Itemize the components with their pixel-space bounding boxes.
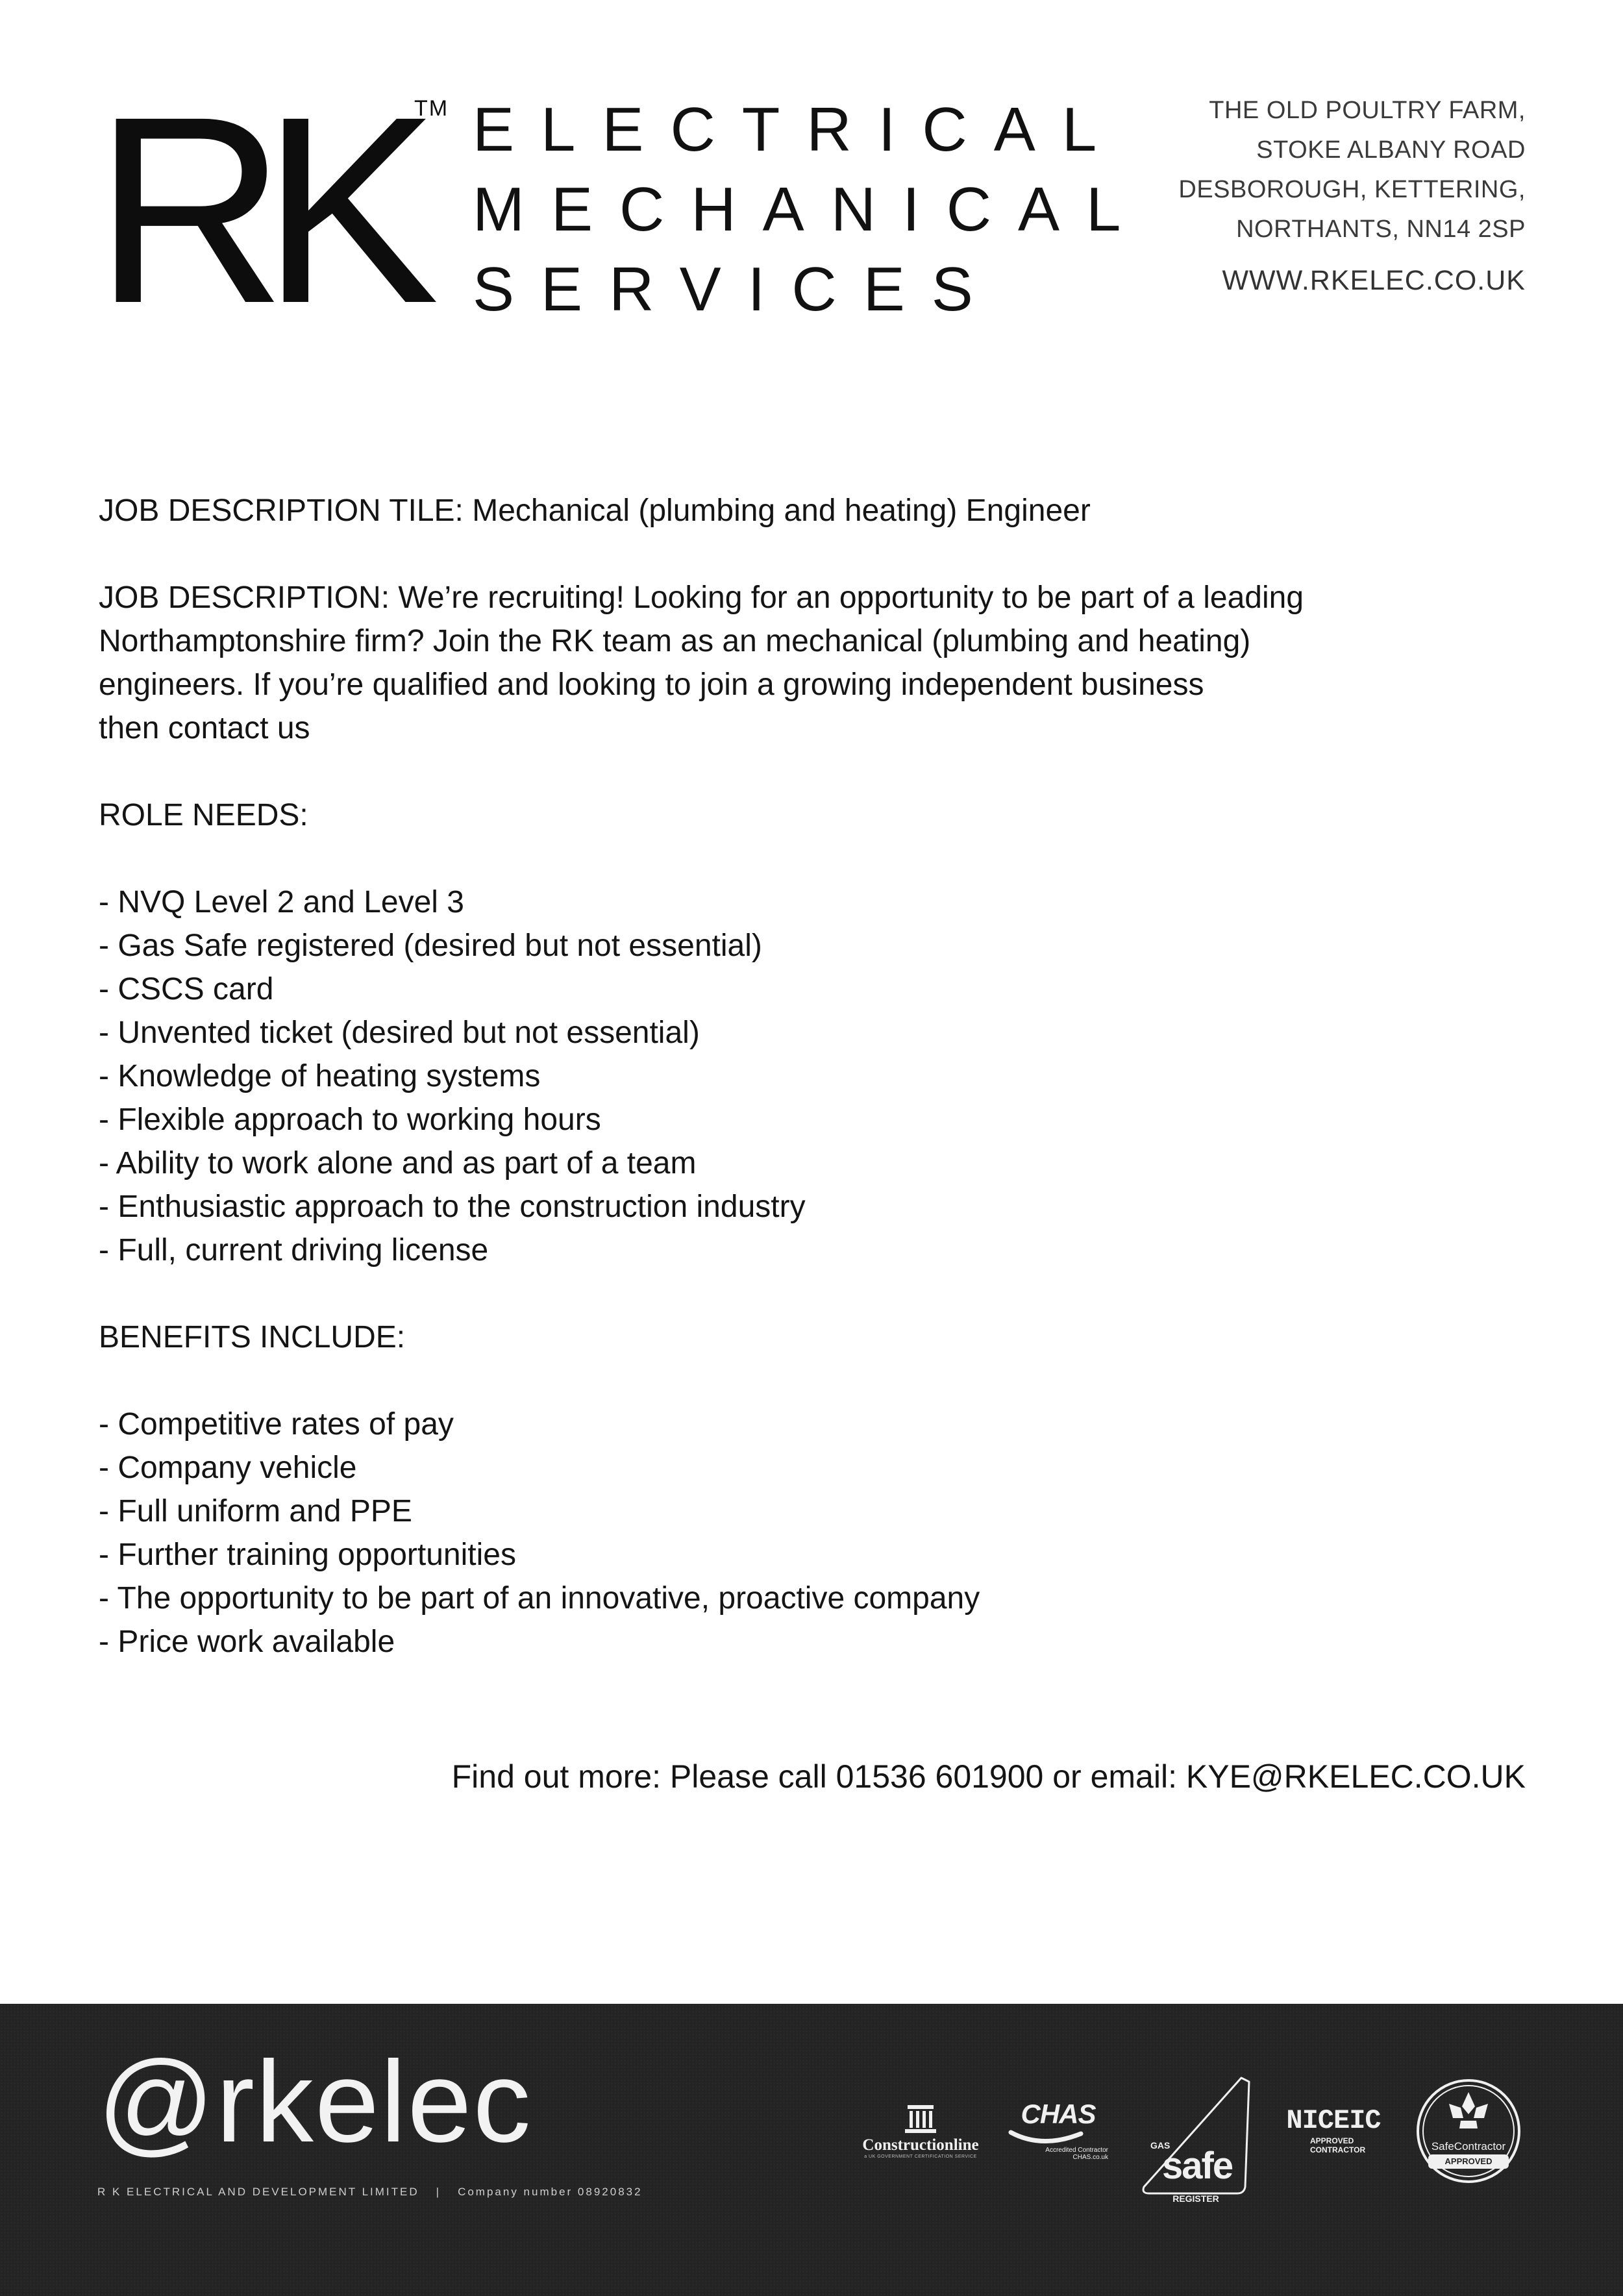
website-link[interactable]: WWW.RKELEC.CO.UK — [1222, 265, 1526, 296]
rk-logo-letters: RK — [94, 61, 415, 358]
gas-safe-badge — [1137, 2073, 1254, 2202]
address-line: NORTHANTS, NN14 2SP — [1236, 216, 1526, 243]
job-title-line: JOB DESCRIPTION TILE: Mechanical (plumbing and heating) Engineer — [99, 493, 1091, 528]
benefit-item: - Full uniform and PPE — [99, 1494, 412, 1529]
constructionline-badge — [862, 2103, 979, 2159]
role-need-item: - Enthusiastic approach to the construction industry — [99, 1190, 806, 1224]
company-name: R K ELECTRICAL AND DEVELOPMENT LIMITED — [97, 2186, 419, 2198]
niceic-approved-line: APPROVED — [1310, 2136, 1354, 2145]
benefit-item: - The opportunity to be part of an innovative, proactive company — [99, 1581, 980, 1616]
trademark-symbol: TM — [414, 96, 449, 121]
constructionline-name: Constructionline — [862, 2136, 979, 2154]
job-description-line: then contact us — [99, 711, 310, 745]
constructionline-tagline: a UK GOVERNMENT CERTIFICATION SERVICE — [864, 2154, 977, 2159]
chas-website-line: CHAS.co.uk — [1072, 2154, 1108, 2161]
benefits-list — [99, 1403, 1533, 1664]
chas-badge — [1003, 2099, 1113, 2161]
company-address — [1071, 91, 1526, 249]
separator: | — [436, 2186, 441, 2198]
address-line: STOKE ALBANY ROAD — [1256, 136, 1526, 164]
safecontractor-name: SafeContractor — [1431, 2140, 1506, 2152]
gas-safe-name: safe — [1162, 2145, 1233, 2187]
company-registration-line — [97, 2186, 643, 2199]
constructionline-pillar-icon — [862, 2103, 979, 2135]
job-description-line: engineers. If you’re qualified and looking to join a growing independent business — [99, 668, 1204, 702]
job-description-line: JOB DESCRIPTION: We’re recruiting! Looking for an opportunity to be part of a leading — [99, 580, 1304, 615]
chas-swoosh-icon — [1003, 2130, 1113, 2147]
gas-safe-register-label: REGISTER — [1172, 2193, 1219, 2204]
niceic-badge — [1276, 2105, 1391, 2154]
role-need-item: - Gas Safe registered (desired but not essential) — [99, 929, 762, 963]
role-needs-heading: ROLE NEEDS: — [99, 798, 308, 832]
logo-word-mechanical: MECHANICAL — [473, 175, 1148, 244]
role-need-item: - NVQ Level 2 and Level 3 — [99, 885, 464, 919]
role-needs-list — [99, 880, 1533, 1272]
niceic-contractor-line: CONTRACTOR — [1310, 2145, 1366, 2154]
benefit-item: - Price work available — [99, 1625, 395, 1659]
logo-wordmark — [473, 90, 1148, 329]
role-need-item: - Unvented ticket (desired but not essential) — [99, 1016, 700, 1050]
job-advert-body — [99, 489, 1533, 1664]
role-need-item: - Flexible approach to working hours — [99, 1103, 601, 1137]
safecontractor-roundel-icon — [1415, 2078, 1522, 2184]
benefits-heading: BENEFITS INCLUDE: — [99, 1320, 406, 1354]
benefit-item: - Company vehicle — [99, 1451, 357, 1485]
chas-name: CHAS — [1021, 2099, 1096, 2129]
address-line: THE OLD POULTRY FARM, — [1209, 97, 1526, 124]
benefit-item: - Competitive rates of pay — [99, 1407, 454, 1441]
job-description-line: Northamptonshire firm? Join the RK team as an mechanical (plumbing and heating) — [99, 624, 1251, 658]
contact-line: Find out more: Please call 01536 601900 or email: KYE@RKELEC.CO.UK — [451, 1758, 1526, 1795]
role-need-item: - Full, current driving license — [99, 1233, 489, 1267]
company-number: Company number 08920832 — [458, 2186, 643, 2198]
role-need-item: - Knowledge of heating systems — [99, 1059, 541, 1093]
niceic-name: NICEIC — [1286, 2105, 1381, 2136]
gas-safe-top-label: GAS — [1150, 2140, 1171, 2151]
chas-accredited-line: Accredited Contractor — [1045, 2147, 1108, 2154]
address-line: DESBOROUGH, KETTERING, — [1178, 176, 1526, 203]
benefit-item: - Further training opportunities — [99, 1538, 516, 1572]
rkelec-brand-logo: @rkelec — [97, 2037, 532, 2166]
safecontractor-badge — [1415, 2078, 1522, 2184]
role-need-item: - Ability to work alone and as part of a team — [99, 1146, 697, 1180]
role-need-item: - CSCS card — [99, 972, 274, 1006]
logo-word-services: SERVICES — [473, 255, 1000, 324]
safecontractor-approved-label: APPROVED — [1444, 2156, 1493, 2166]
logo-word-electrical: ELECTRICAL — [473, 95, 1124, 164]
